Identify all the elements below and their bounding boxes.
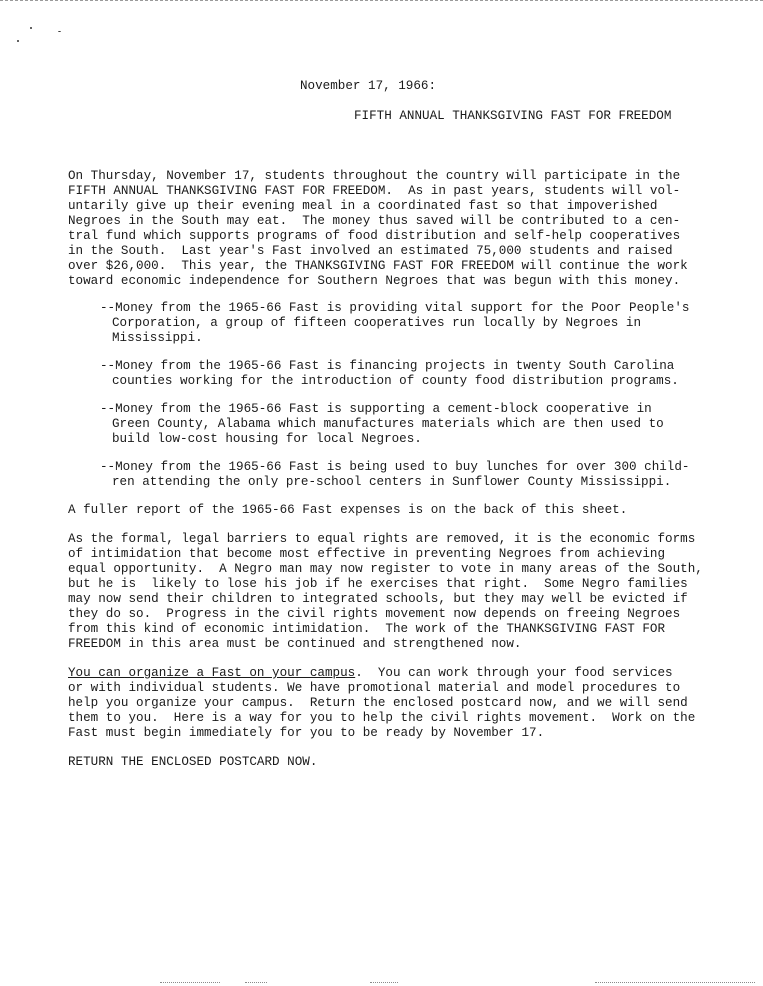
text-line: A fuller report of the 1965-66 Fast expenses is on the back of this sheet. bbox=[68, 503, 628, 517]
text-line: tral fund which supports programs of food distribution and self-help cooperatives bbox=[68, 229, 681, 243]
closing-instruction bbox=[68, 755, 708, 770]
text-line: of intimidation that become most effective in preventing Negroes from achieving bbox=[68, 547, 666, 561]
economic-intimidation-paragraph bbox=[68, 532, 708, 652]
page-top-edge bbox=[0, 0, 763, 1]
text-line: --Money from the 1965-66 Fast is supporting a cement-block cooperative in bbox=[100, 402, 652, 416]
bullet-cement-block-cooperative bbox=[100, 402, 708, 447]
text-line: --Money from the 1965-66 Fast is providing vital support for the Poor People's bbox=[100, 301, 690, 315]
bullet-south-carolina-counties bbox=[100, 359, 708, 389]
text-line: --Money from the 1965-66 Fast is being used to buy lunches for over 300 child- bbox=[100, 460, 690, 474]
funding-bullet-list bbox=[68, 301, 708, 490]
text-line: but he is likely to lose his job if he exercises that right. Some Negro families bbox=[68, 577, 688, 591]
text-line: may now send their children to integrated schools, but they may well be evicted if bbox=[68, 592, 688, 606]
bullet-poor-peoples-corporation bbox=[100, 301, 708, 346]
scan-speck bbox=[58, 31, 61, 32]
text-line: Green County, Alabama which manufactures materials which are then used to bbox=[112, 417, 664, 431]
text-line bbox=[68, 666, 708, 681]
page-bottom-edge bbox=[0, 982, 763, 986]
scan-artifact bbox=[595, 982, 755, 983]
text-line: toward economic independence for Southern Negroes that was begun with this money. bbox=[68, 274, 681, 288]
text-line: from this kind of economic intimidation. The work of the THANKSGIVING FAST FOR bbox=[68, 622, 666, 636]
scan-speck bbox=[30, 27, 32, 29]
scan-artifact bbox=[370, 982, 398, 983]
text-line: Negroes in the South may eat. The money thus saved will be contributed to a cen- bbox=[68, 214, 681, 228]
text-line: FIFTH ANNUAL THANKSGIVING FAST FOR FREEDOM. As in past years, students will vol- bbox=[68, 184, 681, 198]
text-line: over $26,000. This year, the THANKSGIVING FAST FOR FREEDOM will continue the work bbox=[68, 259, 688, 273]
bullet-pre-school-lunches bbox=[100, 460, 708, 490]
text-line: FREEDOM in this area must be continued and strengthened now. bbox=[68, 637, 522, 651]
intro-paragraph bbox=[68, 169, 708, 289]
text-line: Mississippi. bbox=[112, 331, 203, 345]
fuller-report-paragraph bbox=[68, 503, 708, 518]
text-line: help you organize your campus. Return the enclosed postcard now, and we will send bbox=[68, 696, 688, 710]
text-fragment: . You can work through your food services bbox=[355, 666, 673, 680]
document-page bbox=[68, 79, 708, 770]
text-line: ren attending the only pre-school centers in Sunflower County Mississippi. bbox=[112, 475, 672, 489]
text-line: equal opportunity. A Negro man may now register to vote in many areas of the South, bbox=[68, 562, 703, 576]
scan-artifact bbox=[245, 982, 267, 983]
text-line: build low-cost housing for local Negroes. bbox=[112, 432, 422, 446]
text-line: RETURN THE ENCLOSED POSTCARD NOW. bbox=[68, 755, 318, 769]
document-title: FIFTH ANNUAL THANKSGIVING FAST FOR FREEDOM bbox=[354, 109, 672, 123]
scan-artifact bbox=[160, 982, 220, 983]
text-line: On Thursday, November 17, students throughout the country will participate in the bbox=[68, 169, 681, 183]
organize-fast-paragraph bbox=[68, 666, 708, 741]
text-line: untarily give up their evening meal in a coordinated fast so that impoverished bbox=[68, 199, 658, 213]
scan-speck bbox=[17, 40, 19, 42]
text-line: Fast must begin immediately for you to be ready by November 17. bbox=[68, 726, 545, 740]
text-line: or with individual students. We have promotional material and model procedures to bbox=[68, 681, 681, 695]
text-line: they do so. Progress in the civil rights movement now depends on freeing Negroes bbox=[68, 607, 681, 621]
text-line: in the South. Last year's Fast involved an estimated 75,000 students and raised bbox=[68, 244, 673, 258]
text-line: --Money from the 1965-66 Fast is financing projects in twenty South Carolina bbox=[100, 359, 675, 373]
text-line: Corporation, a group of fifteen cooperatives run locally by Negroes in bbox=[112, 316, 642, 330]
document-date: November 17, 1966: bbox=[300, 79, 437, 93]
text-line: As the formal, legal barriers to equal rights are removed, it is the economic forms bbox=[68, 532, 696, 546]
text-line: them to you. Here is a way for you to help the civil rights movement. Work on the bbox=[68, 711, 696, 725]
text-line: counties working for the introduction of county food distribution programs. bbox=[112, 374, 679, 388]
organize-callout: You can organize a Fast on your campus bbox=[68, 666, 356, 680]
